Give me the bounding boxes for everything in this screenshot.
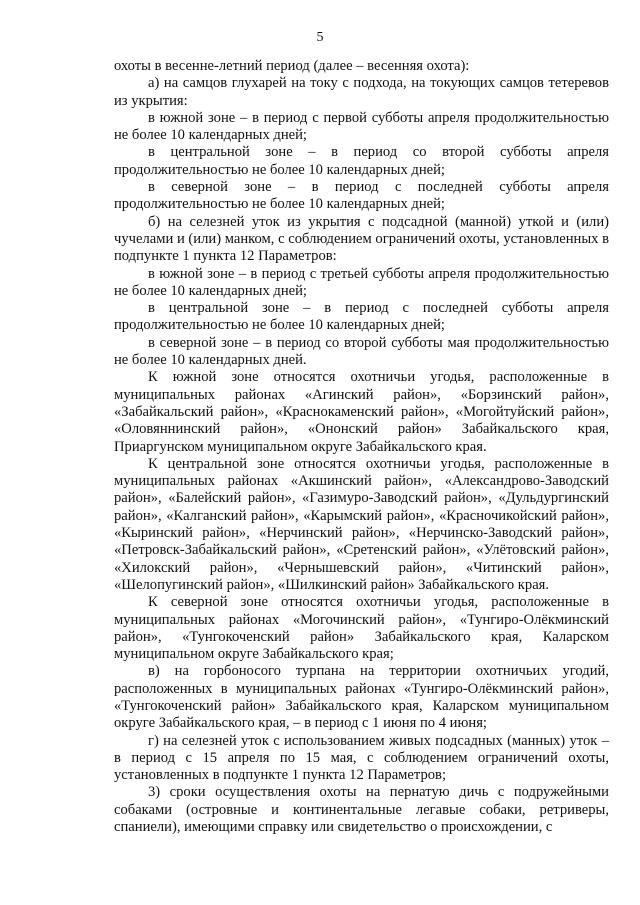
paragraph: б) на селезней уток из укрытия с подсадной (манной) уткой и (или) чучелами и (или) манком, с соблюдением ограничений охоты, установленных в подпункте 1 пункта 12 Параметров:	[114, 213, 609, 265]
paragraph: в южной зоне – в период с третьей субботы апреля продолжительностью не более 10 календарных дней;	[114, 265, 609, 299]
paragraph: г) на селезней уток с использованием живых подсадных (манных) уток – в период с 15 апреля по 15 мая, с соблюдением ограничений охоты, установленных в подпункте 1 пункта 12 Параметров;	[114, 732, 609, 784]
page-number: 5	[316, 30, 324, 45]
document-body	[114, 58, 609, 836]
paragraph: К южной зоне относятся охотничьи угодья, расположенные в муниципальных районах «Агинский район», «Борзинский район», «Забайкальский район», «Краснокаменский район», «Могойтуйский район», «Оловяннинский район», «Ононский район» Забайкальского края, Приаргунском муниципальном округе Забайкальского края.	[114, 369, 609, 455]
paragraph: К северной зоне относятся охотничьи угодья, расположенные в муниципальных районах «Могочинский район», «Тунгиро-Олёкминский район», «Тунгокоченский район» Забайкальского края, Каларском муниципальном округе Забайкальского края;	[114, 594, 609, 663]
paragraph: К центральной зоне относятся охотничьи угодья, расположенные в муниципальных районах «Акшинский район», «Александрово-Заводский район», «Балейский район», «Газимуро-Заводский район», «Дульдургинский район», «Калганский район», «Карымский район», «Красночикойский район», «Кыринский район», «Нерчинский район», «Нерчинско-Заводский район», «Петровск-Забайкальский район», «Сретенский район», «Улётовский район», «Хилокский район», «Чернышевский район», «Читинский район», «Шелопугинский район», «Шилкинский район» Забайкальского края.	[114, 455, 609, 593]
paragraph: в центральной зоне – в период со второй субботы апреля продолжительностью не более 10 календарных дней;	[114, 144, 609, 178]
paragraph: 3) сроки осуществления охоты на пернатую дичь с подружейными собаками (островные и континентальные легавые собаки, ретриверы, спаниели), имеющими справку или свидетельство о происхождении, с	[114, 784, 609, 836]
paragraph: а) на самцов глухарей на току с подхода, на токующих самцов тетеревов из укрытия:	[114, 75, 609, 109]
paragraph: в южной зоне – в период с первой субботы апреля продолжительностью не более 10 календарных дней;	[114, 109, 609, 144]
paragraph: охоты в весенне-летний период (далее – весенняя охота):	[114, 58, 470, 74]
paragraph: в северной зоне – в период со второй субботы мая продолжительностью не более 10 календарных дней.	[114, 334, 609, 369]
paragraph: в северной зоне – в период с последней субботы апреля продолжительностью не более 10 календарных дней;	[114, 179, 609, 213]
paragraph: в центральной зоне – в период с последней субботы апреля продолжительностью не более 10 календарных дней;	[114, 300, 609, 334]
paragraph: в) на горбоносого турпана на территории охотничьих угодий, расположенных в муниципальных районах «Тунгиро-Олёкминский район», «Тунгокоченский район» Забайкальского края, Каларском муниципальном округе Забайкальского края, – в период с 1 июня по 4 июня;	[114, 663, 609, 732]
